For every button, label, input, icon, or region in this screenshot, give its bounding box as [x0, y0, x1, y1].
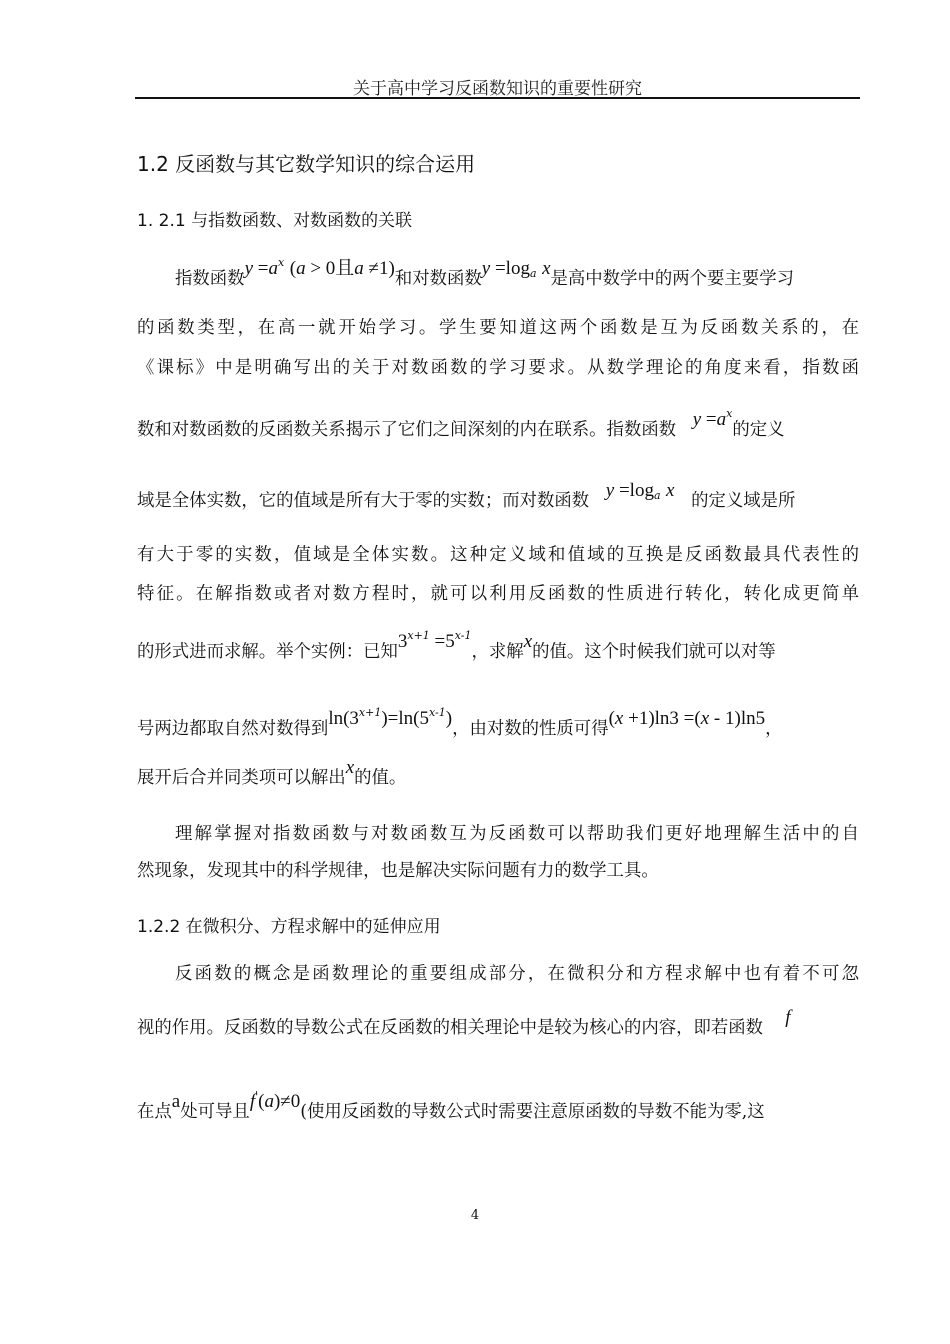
paragraph-line: 数和对数函数的反函数关系揭示了它们之间深刻的内在联系。指数函数 $y =a^x$的定义: [137, 407, 785, 440]
paragraph-line: 域是全体实数，它的值域是所有大于零的实数；而对数函数 $y =\log_a$ x 的定义域是所: [137, 480, 796, 511]
paragraph-line: 在点a处可导且f'(a)≠0(使用反函数的导数公式时需要注意原函数的导数不能为零,这: [137, 1089, 765, 1122]
paragraph-line: 特征。在解指数或者对数方程时，就可以利用反函数的性质进行转化，转化成更简单: [137, 584, 859, 604]
running-header: 关于高中学习反函数知识的重要性研究: [353, 79, 642, 99]
paragraph-line: 然现象，发现其中的科学规律，也是解决实际问题有力的数学工具。: [137, 861, 659, 881]
paragraph-line: 的形式进而求解。举个实例：已知$3^{x+1} =5^{x-1}$，求解x的值。这个时候我们就可以对等: [137, 629, 776, 662]
paragraph-line: 反函数的概念是函数理论的重要组成部分，在微积分和方程求解中也有着不可忽: [175, 964, 859, 984]
header-rule: [135, 97, 860, 99]
subsection-heading-2: 1.2.2 在微积分、方程求解中的延伸应用: [137, 917, 441, 937]
page-number: 4: [470, 1208, 480, 1223]
paragraph-line: 的函数类型，在高一就开始学习。学生要知道这两个函数是互为反函数关系的，在: [137, 318, 859, 338]
paragraph-line: 《课标》中是明确写出的关于对数函数的学习要求。从数学理论的角度来看，指数函: [137, 358, 859, 378]
paragraph-line: 展开后合并同类项可以解出x的值。: [137, 757, 407, 788]
paragraph-line: 视的作用。反函数的导数公式在反函数的相关理论中是较为核心的内容，即若函数 f: [137, 1007, 791, 1038]
section-heading: 1.2 反函数与其它数学知识的综合运用: [137, 152, 476, 176]
paragraph-line: 号两边都取自然对数得到$\ln(3^{x+1})=\ln(5^{x-1})$，由对数的性质可得(x +1)ln3 =(x - 1)ln5，: [137, 706, 783, 739]
paragraph-line: 指数函数$y =a^x$ (a > 0且a ≠1)和对数函数$y =\log_a$ x是高中数学中的两个要主要学习: [175, 256, 794, 289]
subsection-heading-1: 1. 2.1 与指数函数、对数函数的关联: [137, 211, 413, 231]
paragraph-line: 理解掌握对指数函数与对数函数互为反函数可以帮助我们更好地理解生活中的自: [175, 824, 859, 844]
paragraph-line: 有大于零的实数，值域是全体实数。这种定义域和值域的互换是反函数最具代表性的: [137, 545, 859, 565]
